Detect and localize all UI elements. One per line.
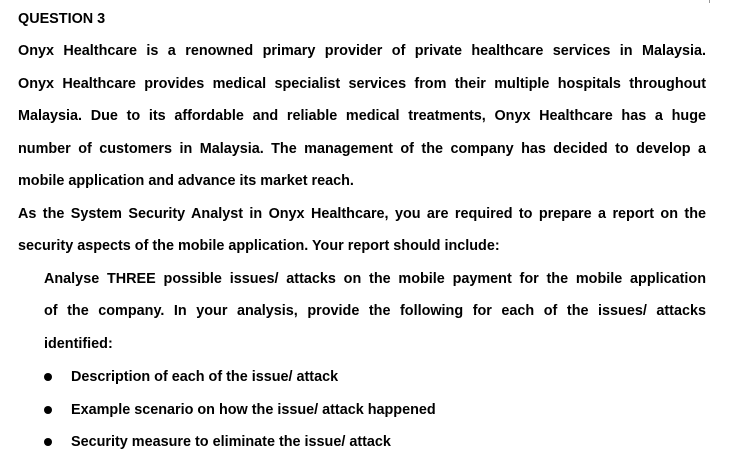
bullet-item-text: Example scenario on how the issue/ attack happened [71, 402, 436, 418]
paragraph1-line-5: mobile application and advance its market reach. [18, 173, 354, 189]
bullet-item-text: Description of each of the issue/ attack [71, 369, 339, 385]
task-line-2: of the company. In your analysis, provide the following for each of the issues/ attacks [44, 303, 706, 319]
paragraph1-line-2: Onyx Healthcare provides medical specialist services from their multiple hospitals throughout [18, 76, 706, 92]
task-line-1: Analyse THREE possible issues/ attacks on the mobile payment for the mobile application [44, 271, 706, 287]
paragraph1-line-4: number of customers in Malaysia. The management of the company has decided to develop a [18, 141, 706, 157]
paragraph2-line-1: As the System Security Analyst in Onyx Healthcare, you are required to prepare a report on the [18, 206, 706, 222]
paragraph1-line-1: Onyx Healthcare is a renowned primary provider of private healthcare services in Malaysia. [18, 43, 706, 59]
page-edge-mark [709, 0, 710, 3]
bullet-dot-icon [44, 406, 52, 414]
bullet-item-text: Security measure to eliminate the issue/ attack [71, 434, 391, 450]
question-heading: QUESTION 3 [18, 11, 106, 27]
paragraph1-line-3: Malaysia. Due to its affordable and reliable medical treatments, Onyx Healthcare has a huge [18, 108, 706, 124]
task-line-3: identified: [44, 336, 113, 352]
paragraph2-line-2: security aspects of the mobile application. Your report should include: [18, 238, 500, 254]
bullet-dot-icon [44, 438, 52, 446]
bullet-dot-icon [44, 373, 52, 381]
